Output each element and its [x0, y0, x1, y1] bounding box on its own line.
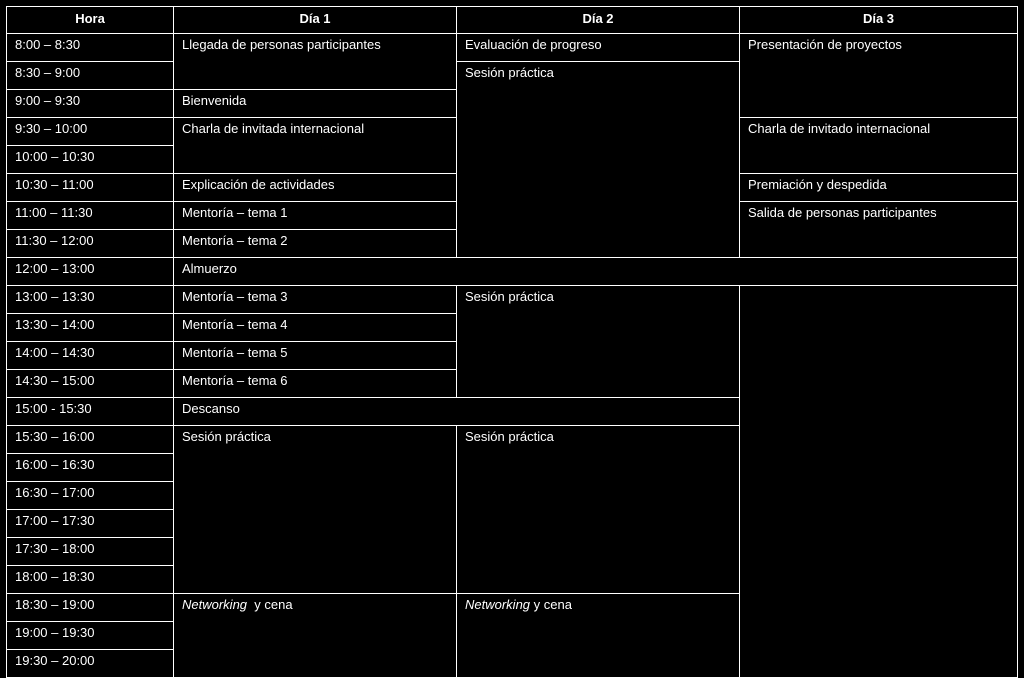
networking-suffix: y cena: [530, 597, 572, 612]
dia1-mentoria-1: Mentoría – tema 1: [174, 202, 457, 230]
dia3-premiacion: Premiación y despedida: [740, 174, 1018, 202]
dia1-charla: Charla de invitada internacional: [174, 118, 457, 174]
table-row: [7, 286, 1018, 314]
time-cell: 10:30 – 11:00: [7, 174, 174, 202]
descanso-cell: Descanso: [174, 398, 740, 426]
dia3-salida: Salida de personas participantes: [740, 202, 1018, 258]
time-cell: 16:30 – 17:00: [7, 482, 174, 510]
time-cell: 17:00 – 17:30: [7, 510, 174, 538]
networking-suffix: y cena: [247, 597, 293, 612]
time-cell: 10:00 – 10:30: [7, 146, 174, 174]
time-cell: 14:00 – 14:30: [7, 342, 174, 370]
dia1-mentoria-6: Mentoría – tema 6: [174, 370, 457, 398]
dia2-networking: [457, 594, 740, 678]
dia1-networking: [174, 594, 457, 678]
header-hora: Hora: [7, 7, 174, 34]
networking-label: Networking: [465, 597, 531, 612]
dia1-mentoria-5: Mentoría – tema 5: [174, 342, 457, 370]
dia2-sesion-manana: Sesión práctica: [457, 62, 740, 258]
schedule-table: [6, 6, 1018, 678]
time-cell: 9:00 – 9:30: [7, 90, 174, 118]
time-cell: 13:00 – 13:30: [7, 286, 174, 314]
dia2-sesion-tarde-2: Sesión práctica: [457, 426, 740, 594]
dia1-mentoria-2: Mentoría – tema 2: [174, 230, 457, 258]
header-dia-2: Día 2: [457, 7, 740, 34]
table-row: [7, 258, 1018, 286]
header-dia-1: Día 1: [174, 7, 457, 34]
table-row: [7, 34, 1018, 62]
time-cell: 11:30 – 12:00: [7, 230, 174, 258]
dia1-llegada: Llegada de personas participantes: [174, 34, 457, 90]
dia3-empty: [740, 286, 1018, 678]
time-cell: 14:30 – 15:00: [7, 370, 174, 398]
dia2-sesion-tarde: Sesión práctica: [457, 286, 740, 398]
time-cell: 11:00 – 11:30: [7, 202, 174, 230]
dia3-charla: Charla de invitado internacional: [740, 118, 1018, 174]
time-cell: 15:00 - 15:30: [7, 398, 174, 426]
dia2-evaluacion: Evaluación de progreso: [457, 34, 740, 62]
time-cell: 19:30 – 20:00: [7, 650, 174, 678]
time-cell: 18:30 – 19:00: [7, 594, 174, 622]
time-cell: 18:00 – 18:30: [7, 566, 174, 594]
dia3-presentacion: Presentación de proyectos: [740, 34, 1018, 118]
time-cell: 15:30 – 16:00: [7, 426, 174, 454]
dia1-mentoria-4: Mentoría – tema 4: [174, 314, 457, 342]
header-dia-3: Día 3: [740, 7, 1018, 34]
dia1-bienvenida: Bienvenida: [174, 90, 457, 118]
time-cell: 12:00 – 13:00: [7, 258, 174, 286]
time-cell: 9:30 – 10:00: [7, 118, 174, 146]
dia1-mentoria-3: Mentoría – tema 3: [174, 286, 457, 314]
almuerzo-cell: Almuerzo: [174, 258, 1018, 286]
networking-label: Networking: [182, 597, 248, 612]
time-cell: 8:00 – 8:30: [7, 34, 174, 62]
dia1-explicacion: Explicación de actividades: [174, 174, 457, 202]
time-cell: 8:30 – 9:00: [7, 62, 174, 90]
header-row: [7, 7, 1018, 34]
time-cell: 19:00 – 19:30: [7, 622, 174, 650]
time-cell: 16:00 – 16:30: [7, 454, 174, 482]
time-cell: 17:30 – 18:00: [7, 538, 174, 566]
time-cell: 13:30 – 14:00: [7, 314, 174, 342]
dia1-sesion: Sesión práctica: [174, 426, 457, 594]
